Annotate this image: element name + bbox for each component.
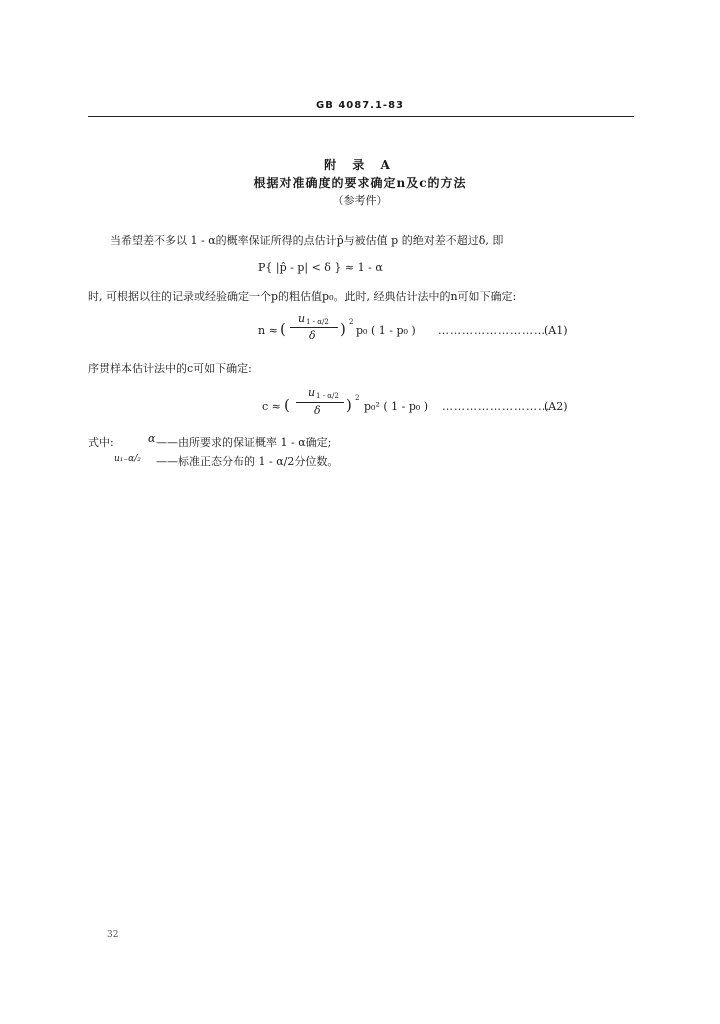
paragraph-2: 时, 可根据以往的记录或经验确定一个p的粗估值p₀。此时, 经典估计法中的n可如下确定: — [88, 290, 517, 303]
a1-lhs: n ≈ — [258, 324, 278, 337]
paragraph-1: 当希望差不多以 1 - α的概率保证所得的点估计p̂与被估值 p 的绝对差不超过δ, 即 — [110, 234, 504, 247]
a2-exponent: 2 — [355, 394, 360, 402]
where-symbol-u: u₁₋α/₂ — [114, 454, 141, 464]
page-number: 32 — [107, 930, 119, 940]
a1-fraction-bar — [290, 327, 338, 328]
a1-label: (A1) — [544, 324, 568, 337]
a1-leaders: ……………………… — [438, 324, 546, 337]
where-desc-alpha: ——由所要求的保证概率 1 - α确定; — [156, 436, 332, 449]
a2-label: (A2) — [544, 400, 568, 413]
page-header: GB 4087.1-83 — [316, 100, 404, 111]
a2-close-paren: ) — [346, 396, 352, 414]
probability-formula: P{ |p̂ - p| < δ } ≈ 1 - α — [258, 261, 383, 274]
appendix-title: 根据对准确度的要求确定n及c的方法 — [253, 176, 467, 190]
where-intro: 式中: — [88, 436, 114, 449]
a2-denominator: δ — [314, 404, 321, 417]
a1-close-paren: ) — [340, 320, 346, 338]
a1-rhs: p₀ ( 1 - p₀ ) — [356, 324, 416, 337]
a2-fraction-bar — [296, 402, 344, 403]
where-symbol-alpha: α — [148, 432, 156, 445]
paragraph-3: 序贯样本估计法中的c可如下确定: — [88, 362, 252, 375]
appendix-label: 附 录 A — [324, 158, 396, 172]
a2-open-paren: ( — [284, 396, 290, 414]
a1-denominator: δ — [309, 329, 316, 342]
a1-numerator: u — [298, 312, 306, 325]
a2-rhs: p₀² ( 1 - p₀ ) — [364, 400, 429, 413]
a2-leaders: ……………………… — [442, 400, 550, 413]
a2-numerator-sub: 1 - α/2 — [316, 392, 339, 400]
appendix-note: （参考件） — [332, 194, 388, 207]
a2-numerator: u — [308, 386, 316, 399]
a1-numerator-sub: 1 - α/2 — [306, 318, 329, 326]
a2-lhs: c ≈ — [262, 400, 281, 413]
header-rule — [88, 116, 634, 117]
where-desc-u: ——标准正态分布的 1 - α/2分位数。 — [156, 455, 339, 468]
a1-exponent: 2 — [349, 318, 354, 326]
a1-open-paren: ( — [280, 320, 286, 338]
